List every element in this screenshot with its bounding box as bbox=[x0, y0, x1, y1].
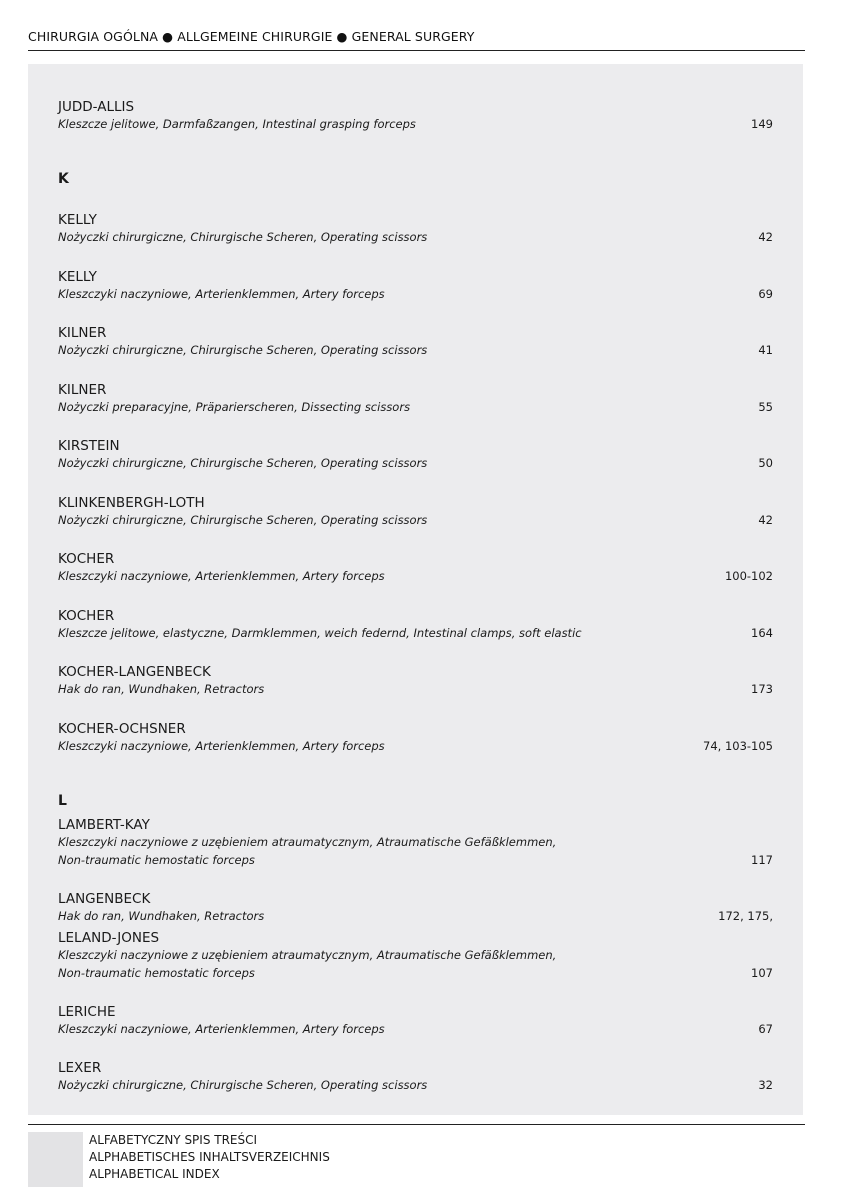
section-letter-k: K bbox=[58, 171, 69, 187]
entry-page: 149 bbox=[751, 117, 773, 131]
entry-description: Nożyczki chirurgiczne, Chirurgische Scheren, Operating scissors bbox=[58, 230, 428, 244]
index-entry bbox=[58, 929, 773, 982]
entry-page: 55 bbox=[758, 400, 773, 414]
page-header: CHIRURGIA OGÓLNA ● ALLGEMEINE CHIRURGIE ● GENERAL SURGERY bbox=[28, 29, 475, 44]
entry-description: Nożyczki chirurgiczne, Chirurgische Scheren, Operating scissors bbox=[58, 456, 428, 470]
entry-page: 74, 103-105 bbox=[703, 739, 773, 753]
entry-description: Kleszcze jelitowe, Darmfaßzangen, Intestinal grasping forceps bbox=[58, 117, 416, 131]
entry-name: KLINKENBERGH-LOTH bbox=[58, 495, 205, 511]
footer-line-en: ALPHABETICAL INDEX bbox=[89, 1167, 220, 1181]
entry-name: LANGENBECK bbox=[58, 891, 151, 907]
entry-description-line2: Non-traumatic hemostatic forceps bbox=[58, 852, 255, 867]
entry-page: 69 bbox=[758, 287, 773, 301]
footer-line-de: ALPHABETISCHES INHALTSVERZEICHNIS bbox=[89, 1150, 330, 1164]
entry-page: 164 bbox=[751, 626, 773, 640]
entry-page: 32 bbox=[758, 1078, 773, 1092]
index-entry bbox=[58, 607, 773, 643]
entry-name: KOCHER bbox=[58, 608, 115, 624]
entry-name: JUDD-ALLIS bbox=[58, 99, 135, 115]
footer-divider bbox=[28, 1124, 805, 1125]
index-entry bbox=[58, 663, 773, 699]
entry-description: Kleszczyki naczyniowe, Arterienklemmen, Artery forceps bbox=[58, 1022, 385, 1036]
header-divider bbox=[28, 50, 805, 51]
entry-description: Kleszczyki naczyniowe, Arterienklemmen, Artery forceps bbox=[58, 569, 385, 583]
index-entry bbox=[58, 1059, 773, 1095]
entry-description: Nożyczki chirurgiczne, Chirurgische Scheren, Operating scissors bbox=[58, 513, 428, 527]
entry-page: 117 bbox=[751, 852, 773, 867]
entry-name: LELAND-JONES bbox=[58, 930, 160, 946]
entry-description: Nożyczki chirurgiczne, Chirurgische Scheren, Operating scissors bbox=[58, 343, 428, 357]
entry-name: LEXER bbox=[58, 1060, 102, 1076]
entry-name: KOCHER-LANGENBECK bbox=[58, 664, 211, 680]
entry-page: 50 bbox=[758, 456, 773, 470]
entry-page: 42 bbox=[758, 513, 773, 527]
entry-page: 173 bbox=[751, 682, 773, 696]
index-entry bbox=[58, 98, 773, 134]
entry-description-line2: Non-traumatic hemostatic forceps bbox=[58, 965, 255, 980]
index-entry bbox=[58, 550, 773, 586]
entry-description: Kleszczyki naczyniowe, Arterienklemmen, Artery forceps bbox=[58, 287, 385, 301]
index-entry bbox=[58, 494, 773, 530]
footer-index-title bbox=[89, 1132, 330, 1183]
entry-name: KILNER bbox=[58, 382, 107, 398]
index-entry bbox=[58, 816, 773, 869]
index-panel bbox=[28, 64, 803, 1115]
entry-description: Nożyczki chirurgiczne, Chirurgische Scheren, Operating scissors bbox=[58, 1078, 428, 1092]
entry-description: Nożyczki preparacyjne, Präparierscheren, Dissecting scissors bbox=[58, 400, 411, 414]
index-entry bbox=[58, 720, 773, 756]
index-entry bbox=[58, 324, 773, 360]
entry-description: Hak do ran, Wundhaken, Retractors bbox=[58, 909, 265, 923]
index-entry bbox=[58, 890, 773, 926]
entry-page: 41 bbox=[758, 343, 773, 357]
section-letter-l: L bbox=[58, 793, 67, 809]
entry-name: KIRSTEIN bbox=[58, 438, 120, 454]
entry-page: 42 bbox=[758, 230, 773, 244]
index-entry bbox=[58, 437, 773, 473]
entry-name: KELLY bbox=[58, 212, 97, 228]
footer-tab-marker bbox=[28, 1132, 83, 1187]
footer-line-pl: ALFABETYCZNY SPIS TREŚCI bbox=[89, 1133, 258, 1147]
entry-description: Kleszczyki naczyniowe z uzębieniem atraumatycznym, Atraumatische Gefäßklemmen, bbox=[58, 835, 557, 849]
entry-name: KOCHER-OCHSNER bbox=[58, 721, 186, 737]
index-entry bbox=[58, 1003, 773, 1039]
entry-description: Kleszczyki naczyniowe z uzębieniem atraumatycznym, Atraumatische Gefäßklemmen, bbox=[58, 948, 557, 962]
entry-page: 107 bbox=[751, 965, 773, 980]
entry-page: 67 bbox=[758, 1022, 773, 1036]
entry-page: 100-102 bbox=[724, 569, 773, 583]
entry-page: 172, 175, bbox=[718, 909, 773, 923]
entry-description: Kleszcze jelitowe, elastyczne, Darmklemmen, weich federnd, Intestinal clamps, soft elastic bbox=[58, 626, 582, 640]
entry-description: Kleszczyki naczyniowe, Arterienklemmen, Artery forceps bbox=[58, 739, 385, 753]
index-entry bbox=[58, 268, 773, 304]
entry-name: KILNER bbox=[58, 325, 107, 341]
entry-description: Hak do ran, Wundhaken, Retractors bbox=[58, 682, 265, 696]
entry-name: LERICHE bbox=[58, 1004, 116, 1020]
index-entry bbox=[58, 211, 773, 247]
entry-name: KELLY bbox=[58, 269, 97, 285]
index-entry bbox=[58, 381, 773, 417]
entry-name: KOCHER bbox=[58, 551, 115, 567]
entry-name: LAMBERT-KAY bbox=[58, 817, 150, 833]
